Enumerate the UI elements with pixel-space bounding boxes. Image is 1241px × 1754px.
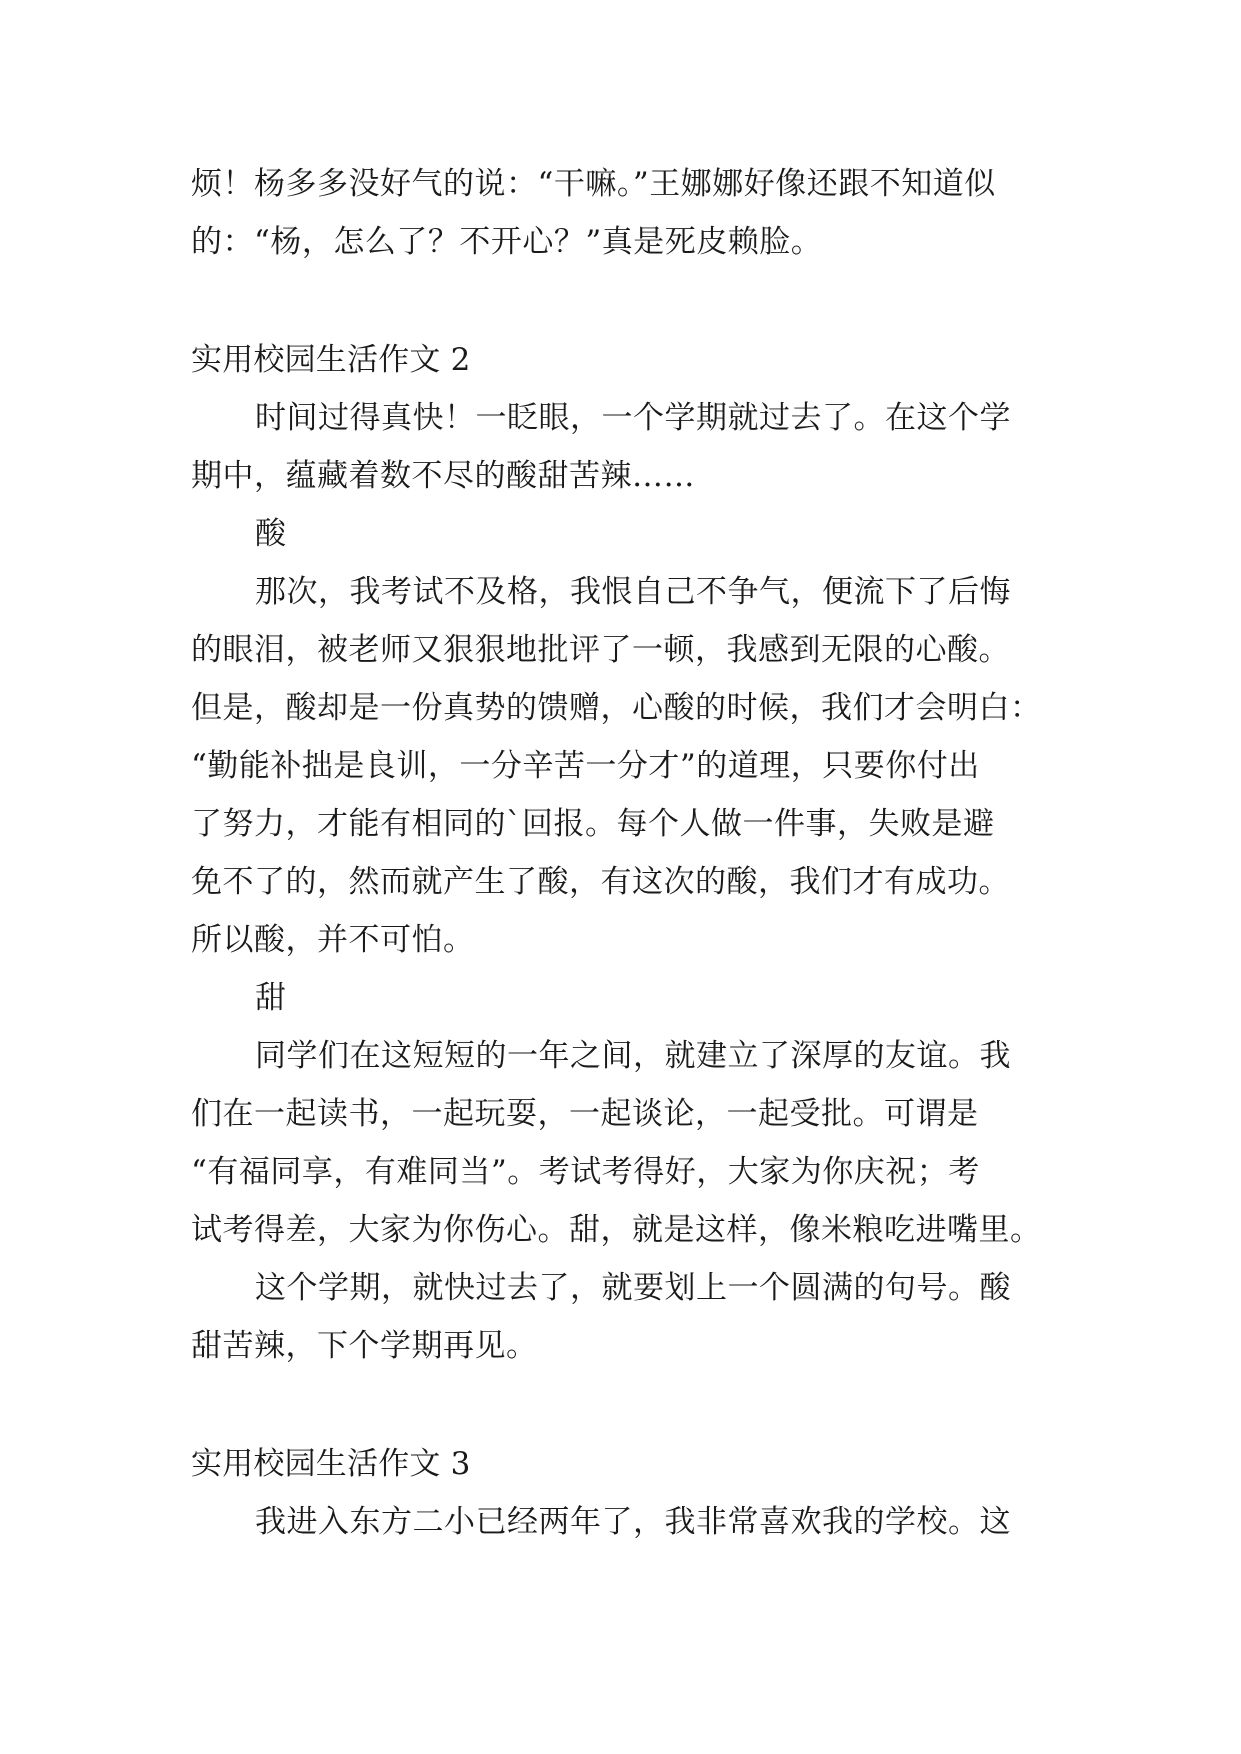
body-text-line: 免不了的，然而就产生了酸，有这次的酸，我们才有成功。 (191, 864, 1010, 900)
body-text-line: 那次，我考试不及格，我恨自己不争气，便流下了后悔 (255, 574, 1011, 610)
body-text-line: 试考得差，大家为你伤心。甜，就是这样，像米粮吃进嘴里。 (191, 1212, 1042, 1248)
body-text-line: 甜苦辣，下个学期再见。 (191, 1328, 538, 1364)
body-text-line: 们在一起读书，一起玩耍，一起谈论，一起受批。可谓是 (191, 1096, 979, 1132)
body-text-line: 这个学期，就快过去了，就要划上一个圆满的句号。酸 (255, 1270, 1011, 1306)
section-heading: 实用校园生活作文 2 (191, 342, 471, 378)
body-text-line: 我进入东方二小已经两年了，我非常喜欢我的学校。这 (255, 1504, 1011, 1540)
subheading: 酸 (255, 516, 287, 552)
subheading: 甜 (255, 980, 287, 1016)
body-text-line: 但是，酸却是一份真势的馈赠，心酸的时候，我们才会明白： (191, 690, 1042, 726)
body-text-line: “勤能补拙是良训，一分辛苦一分才”的道理，只要你付出 (191, 748, 980, 784)
body-text-line: 所以酸，并不可怕。 (191, 922, 475, 958)
body-text-line: 的眼泪，被老师又狠狠地批评了一顿，我感到无限的心酸。 (191, 632, 1010, 668)
body-text-line: 了努力，才能有相同的`回报。每个人做一件事，失败是避 (191, 806, 995, 842)
body-text-line: 同学们在这短短的一年之间，就建立了深厚的友谊。我 (255, 1038, 1011, 1074)
body-text-line: 的：“杨，怎么了？不开心？”真是死皮赖脸。 (191, 224, 823, 260)
body-text-line: 时间过得真快！一眨眼，一个学期就过去了。在这个学 (255, 400, 1011, 436)
body-text-line: 期中，蕴藏着数不尽的酸甜苦辣…… (191, 458, 695, 494)
body-text-line: “有福同享，有难同当”。考试考得好，大家为你庆祝；考 (191, 1154, 980, 1190)
section-heading: 实用校园生活作文 3 (191, 1446, 471, 1482)
body-text-line: 烦！杨多多没好气的说：“干嘛。”王娜娜好像还跟不知道似 (191, 166, 996, 202)
